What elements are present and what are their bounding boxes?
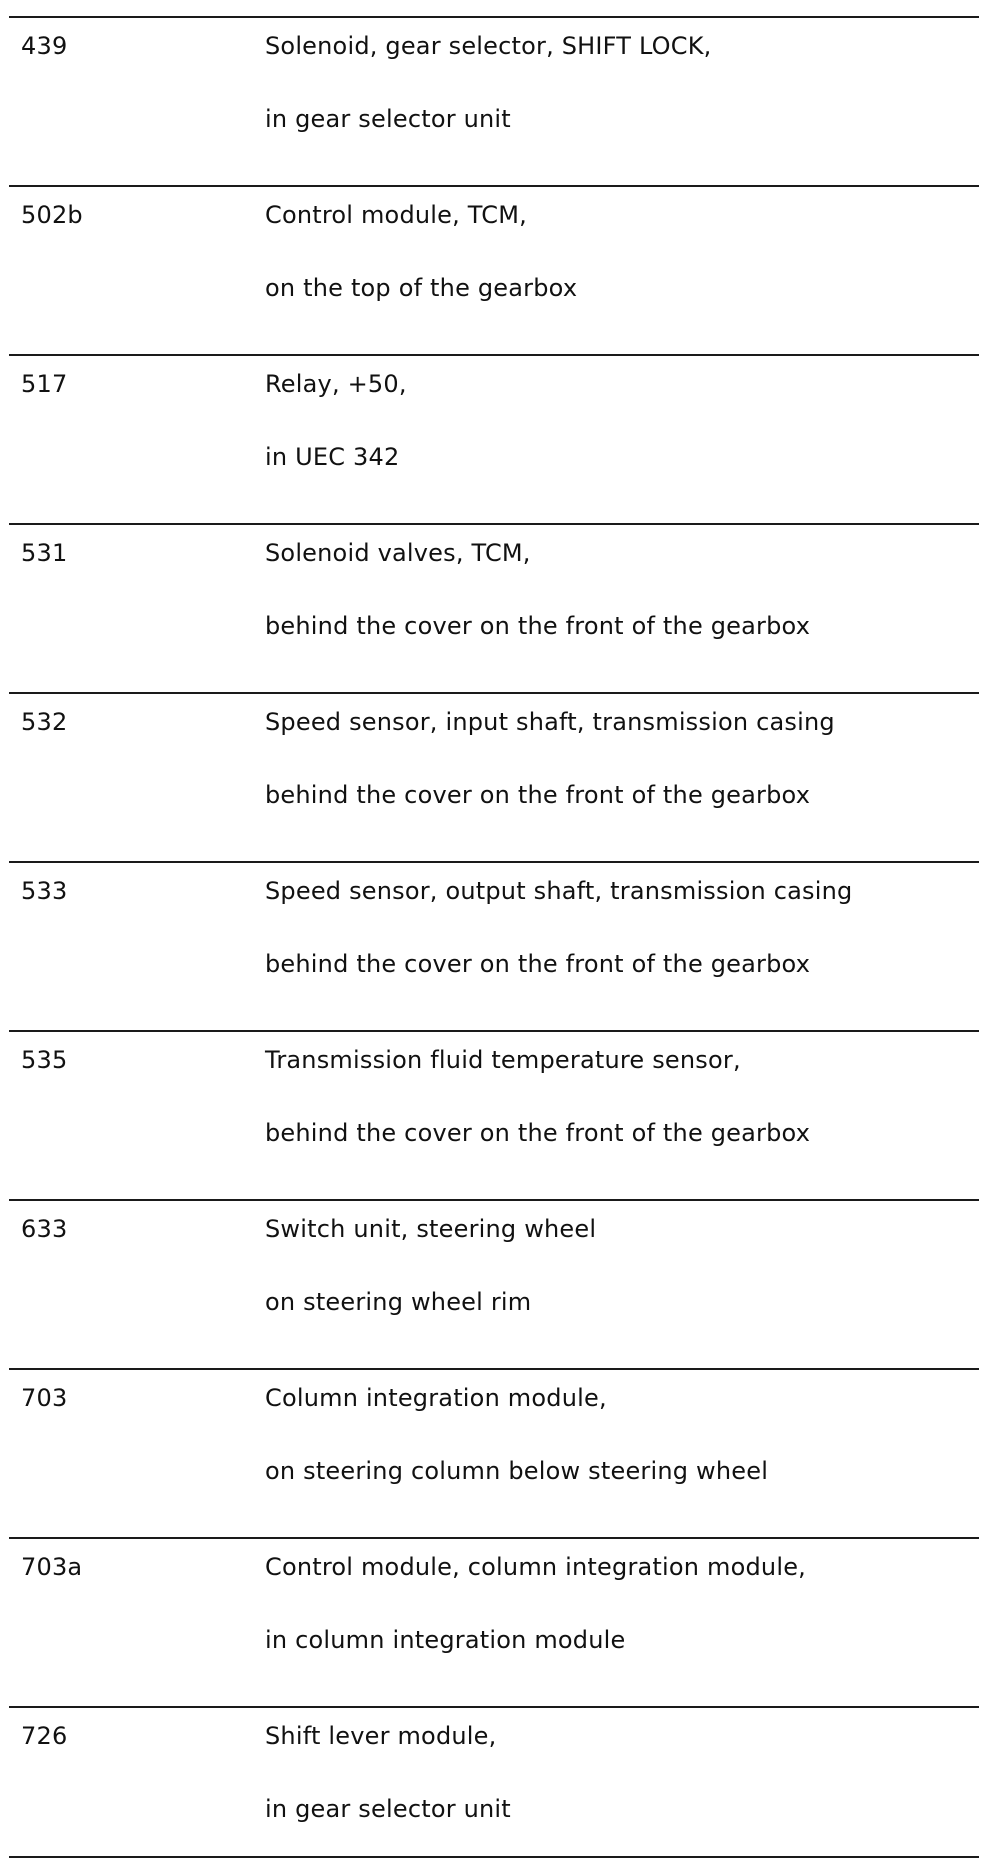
component-description: Shift lever module, [265,1722,497,1750]
table-row [9,16,979,185]
component-location: in UEC 342 [265,443,400,471]
table-row [9,1706,979,1858]
component-description: Speed sensor, output shaft, transmission casing [265,877,853,905]
component-code: 726 [21,1722,68,1750]
table-row [9,1199,979,1368]
component-code: 633 [21,1215,68,1243]
component-code: 703 [21,1384,68,1412]
table-row [9,185,979,354]
component-code: 517 [21,370,68,398]
table-row [9,861,979,1030]
component-description: Solenoid, gear selector, SHIFT LOCK, [265,32,712,60]
table-row [9,1030,979,1199]
component-code: 532 [21,708,68,736]
component-code: 439 [21,32,68,60]
component-location: on the top of the gearbox [265,274,578,302]
table-row [9,354,979,523]
component-code: 535 [21,1046,68,1074]
component-description: Control module, TCM, [265,201,527,229]
component-description: Relay, +50, [265,370,407,398]
component-code: 533 [21,877,68,905]
component-location: behind the cover on the front of the gearbox [265,950,811,978]
component-description: Control module, column integration module, [265,1553,806,1581]
component-location: in column integration module [265,1626,626,1654]
component-description: Speed sensor, input shaft, transmission casing [265,708,835,736]
component-location: behind the cover on the front of the gearbox [265,612,811,640]
component-location: on steering column below steering wheel [265,1457,769,1485]
component-description: Switch unit, steering wheel [265,1215,597,1243]
component-location: on steering wheel rim [265,1288,532,1316]
table-row [9,1537,979,1706]
component-location: behind the cover on the front of the gearbox [265,1119,811,1147]
component-code: 502b [21,201,83,229]
component-code: 531 [21,539,68,567]
component-description: Transmission fluid temperature sensor, [265,1046,741,1074]
component-table [9,16,979,1858]
component-description: Column integration module, [265,1384,607,1412]
component-location: behind the cover on the front of the gearbox [265,781,811,809]
table-row [9,523,979,692]
component-code: 703a [21,1553,83,1581]
component-description: Solenoid valves, TCM, [265,539,531,567]
component-location: in gear selector unit [265,1795,511,1823]
table-row [9,1368,979,1537]
component-location: in gear selector unit [265,105,511,133]
table-row [9,692,979,861]
